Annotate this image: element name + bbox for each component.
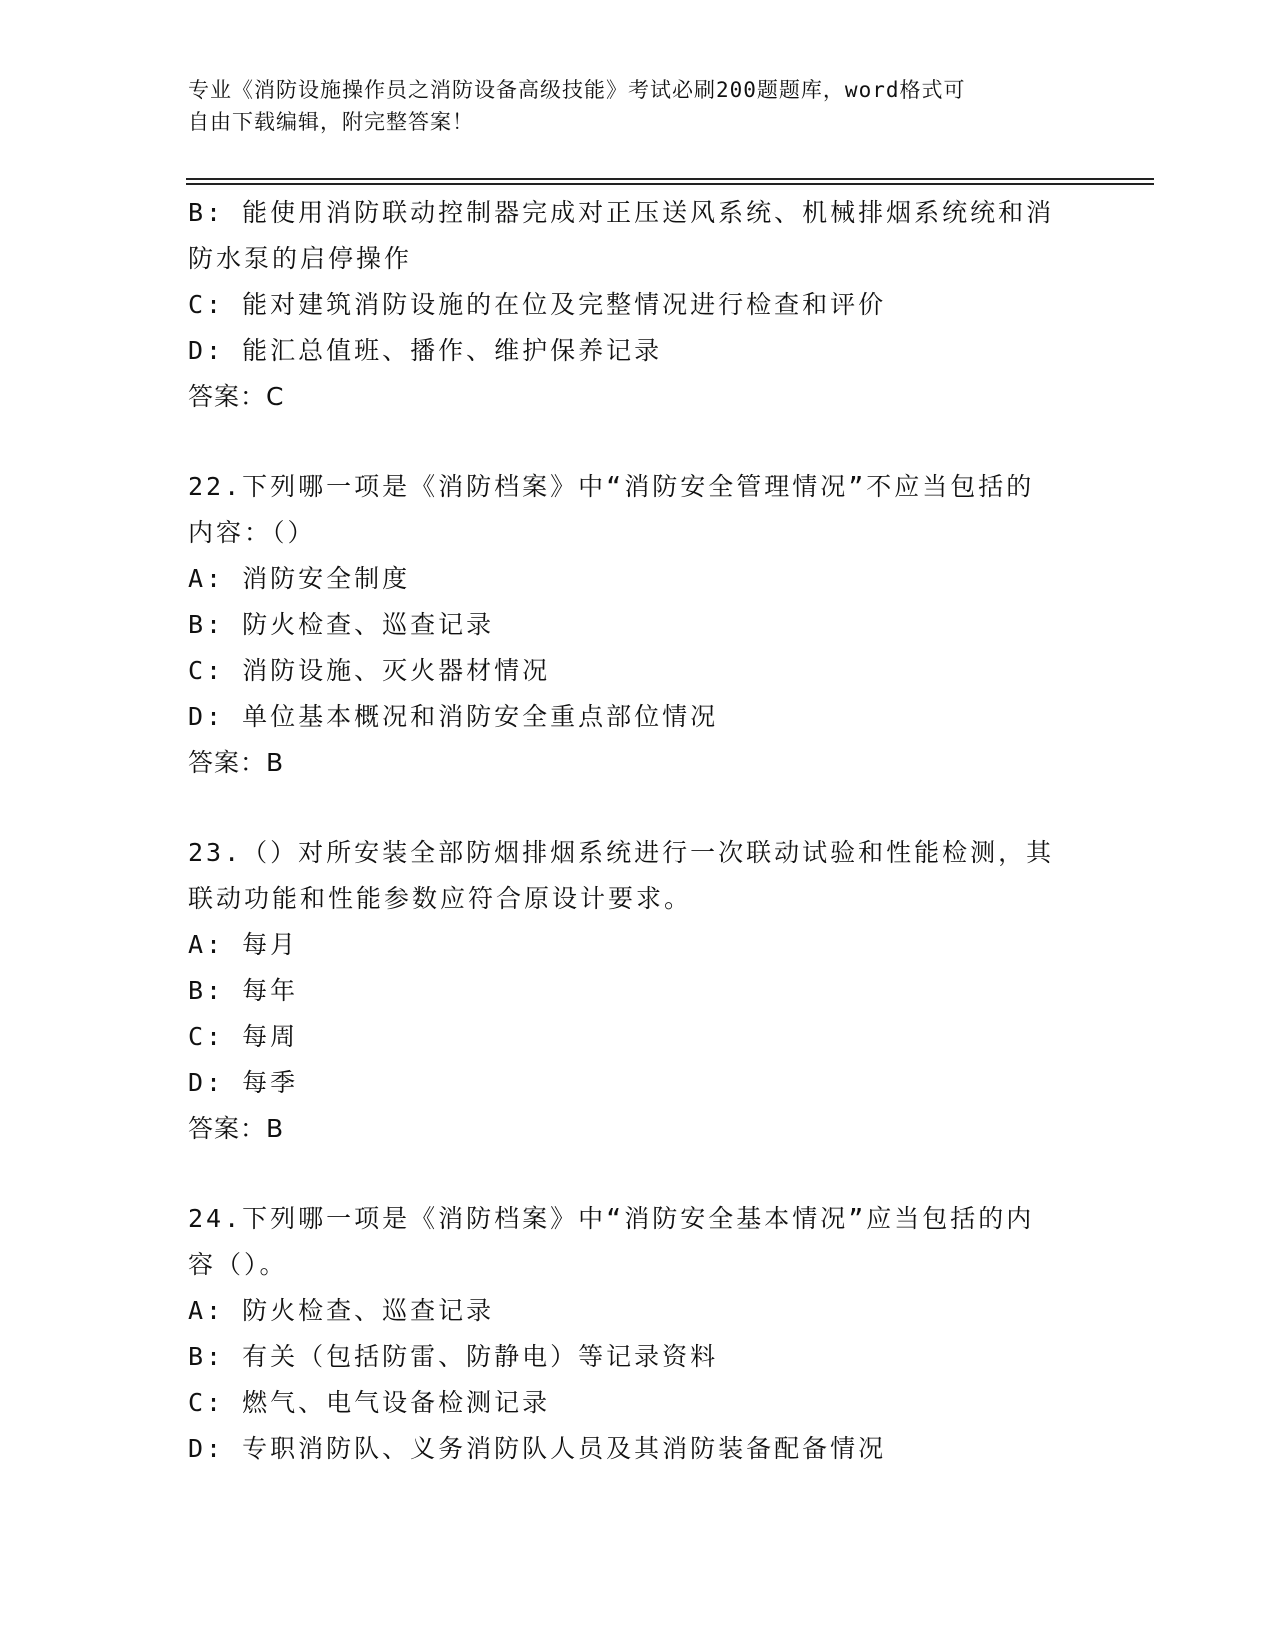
answer: 答案：C xyxy=(188,382,285,411)
option-b: B: 能使用消防联动控制器完成对正压送风系统、机械排烟系统统和消 xyxy=(188,198,1055,227)
question-22 xyxy=(188,464,1088,786)
option-c: C: 每周 xyxy=(188,1022,299,1051)
option-a: A: 防火检查、巡查记录 xyxy=(188,1296,495,1325)
header-divider-bottom xyxy=(186,183,1154,185)
question-stem: 22.下列哪一项是《消防档案》中“消防安全管理情况”不应当包括的 xyxy=(188,472,1035,501)
option-d: D: 单位基本概况和消防安全重点部位情况 xyxy=(188,702,719,731)
option-b: B: 每年 xyxy=(188,976,299,1005)
question-stem-continued: 容（）。 xyxy=(188,1250,288,1279)
option-c: C: 燃气、电气设备检测记录 xyxy=(188,1388,551,1417)
option-b-continued: 防水泵的启停操作 xyxy=(188,244,413,273)
question-stem: 23.（）对所安装全部防烟排烟系统进行一次联动试验和性能检测，其 xyxy=(188,838,1055,867)
question-stem-continued: 联动功能和性能参数应符合原设计要求。 xyxy=(188,884,693,913)
option-b: B: 防火检查、巡查记录 xyxy=(188,610,495,639)
option-a: A: 消防安全制度 xyxy=(188,564,411,593)
option-a: A: 每月 xyxy=(188,930,299,959)
answer: 答案：B xyxy=(188,1114,285,1143)
option-b: B: 有关（包括防雷、防静电）等记录资料 xyxy=(188,1342,719,1371)
header-line-1: 专业《消防设施操作员之消防设备高级技能》考试必刷200题题库，word格式可 xyxy=(188,78,966,102)
document-header xyxy=(188,74,1068,138)
question-24 xyxy=(188,1196,1088,1472)
question-21-continued xyxy=(188,190,1088,420)
header-divider-top xyxy=(186,178,1154,180)
option-d: D: 每季 xyxy=(188,1068,299,1097)
question-23 xyxy=(188,830,1088,1152)
question-stem-continued: 内容：（） xyxy=(188,518,316,547)
option-d: D: 能汇总值班、播作、维护保养记录 xyxy=(188,336,663,365)
answer: 答案：B xyxy=(188,748,285,777)
question-list xyxy=(188,190,1088,1472)
option-c: C: 消防设施、灭火器材情况 xyxy=(188,656,551,685)
option-c: C: 能对建筑消防设施的在位及完整情况进行检查和评价 xyxy=(188,290,887,319)
question-stem: 24.下列哪一项是《消防档案》中“消防安全基本情况”应当包括的内 xyxy=(188,1204,1035,1233)
option-d: D: 专职消防队、义务消防队人员及其消防装备配备情况 xyxy=(188,1434,887,1463)
header-line-2: 自由下载编辑，附完整答案！ xyxy=(188,110,474,134)
